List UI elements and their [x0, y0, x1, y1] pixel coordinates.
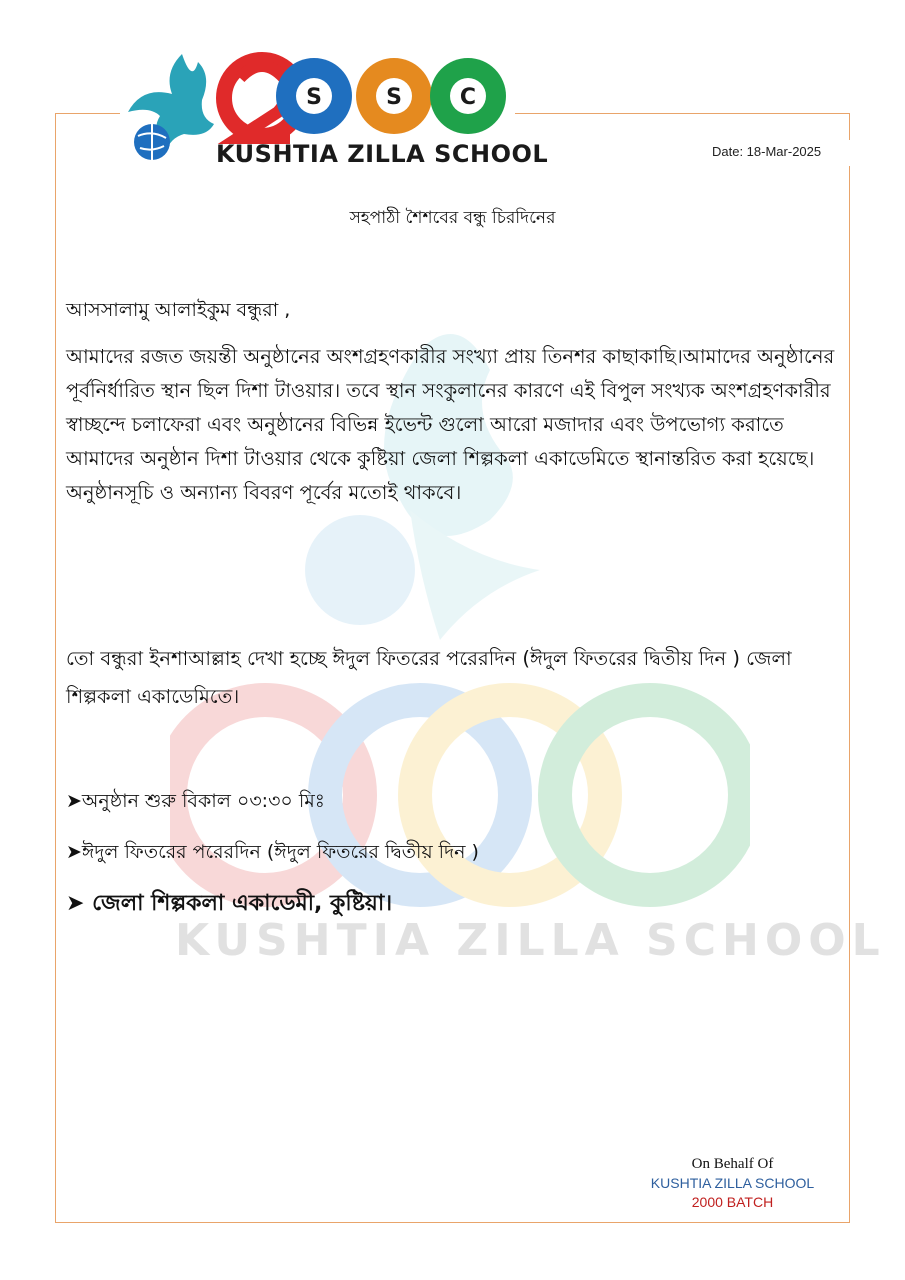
letter-c-mark [430, 58, 506, 134]
signoff-line-1: On Behalf Of [691, 1156, 774, 1172]
bullet-venue: ➤ জেলা শিল্পকলা একাডেমী, কুষ্টিয়া। [66, 891, 393, 916]
bullet-date: ➤ঈদুল ফিতরের পরেরদিন (ঈদুল ফিতরের দ্বিতীয় দিন ) [66, 841, 479, 863]
signoff-block [600, 1155, 865, 1212]
letter-subtitle: সহপাঠী শৈশবের বন্ধু চিরদিনের [349, 208, 556, 228]
svg-text:S: S [306, 85, 322, 110]
letter-paragraph-1: আমাদের রজত জয়ন্তী অনুষ্ঠানের অংশগ্রহণকারীর সংখ্যা প্রায় তিনশর কাছাকাছি।আমাদের অনুষ্ঠানের পূর্বনির্ধারিত স্থান ছিল দিশা টাওয়ার। তবে স্থান সংকুলানের কারণে এই বিপুল সংখ্যক অংশগ্রহণকারীর স্বাচ্ছন্দে চলাফেরা এবং অনুষ্ঠানের বিভিন্ন ইভেন্ট গুলো আরো মজাদার এবং উপভোগ্য করাতে আমাদের অনুষ্ঠান দিশা টাওয়ার থেকে কুষ্টিয়া জেলা শিল্পকলা একাডেমিতে স্থানান্তরিত করা হয়েছে। অনুষ্ঠানসূচি ও অন্যান্য বিবরণ পূর্বের মতোই থাকবে। [66, 345, 835, 504]
svg-text:S: S [386, 85, 402, 110]
letter-paragraph-2: তো বন্ধুরা ইনশাআল্লাহ দেখা হচ্ছে ঈদুল ফিতরের পরেরদিন (ঈদুল ফিতরের দ্বিতীয় দিন ) জেলা শিল্পকলা একাডেমিতে। [66, 647, 792, 708]
svg-text:C: C [459, 85, 477, 110]
signoff-line-2: KUSHTIA ZILLA SCHOOL [650, 1175, 815, 1191]
letter-greeting: আসসালামু আলাইকুম বন্ধুরা , [66, 299, 291, 321]
logo-school-name: KUSHTIA ZILLA SCHOOL [216, 140, 549, 168]
letter-s2-mark [356, 58, 432, 134]
letter-date: Date: 18-Mar-2025 [712, 144, 822, 159]
dove-icon [128, 54, 214, 160]
watermark-text: KUSHTIA ZILLA SCHOOL [175, 915, 886, 966]
signoff-line-3: 2000 BATCH [691, 1194, 774, 1210]
letter-s1-mark [276, 58, 352, 134]
bullet-start-time: ➤অনুষ্ঠান শুরু বিকাল ০৩:৩০ মিঃ [66, 790, 325, 812]
